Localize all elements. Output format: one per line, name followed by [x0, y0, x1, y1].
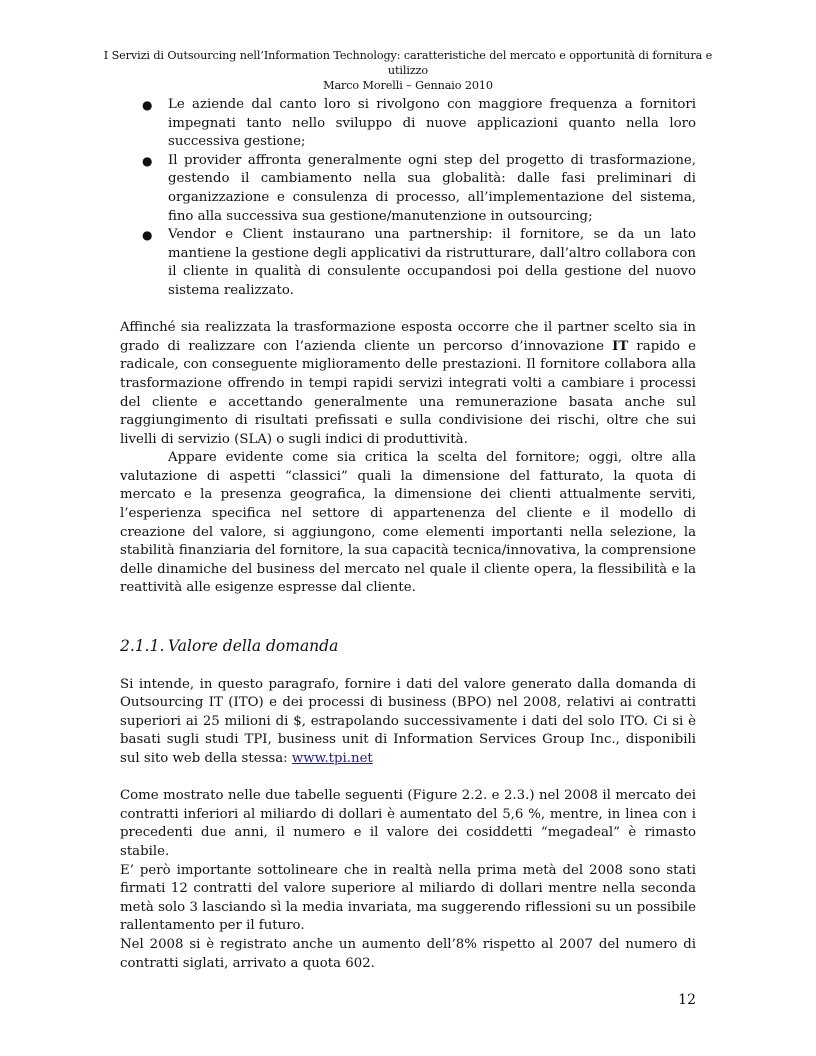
- paragraph: E’ però importante sottolineare che in realtà nella prima metà del 2008 sono stati firmati 12 contratti del valore superiore al miliardo di dollari mentre nella seconda metà solo 3 lasciando sì la media invariata, ma suggerendo riflessioni su un possibile rallentamento per il futuro.: [120, 862, 696, 934]
- list-item: [120, 96, 696, 152]
- bullet-list: [120, 96, 696, 301]
- header-title: I Servizi di Outsourcing nell’Information Technology: caratteristiche del mercato e opportunità di fornitura e utilizzo: [103, 49, 713, 77]
- bullet-icon: ●: [142, 153, 153, 168]
- paragraph: Nel 2008 si è registrato anche un aumento dell’8% rispetto al 2007 del numero di contratti siglati, arrivato a quota 602.: [120, 936, 696, 971]
- section-title: Valore della domanda: [168, 637, 339, 656]
- section-heading: [120, 635, 696, 657]
- paragraph-text: rapido e radicale, con conseguente miglioramento delle prestazioni. Il fornitore collabora alla trasformazione offrendo in tempi rapidi servizi integrati volti a cambiare i processi del cliente e accettando generalmente una remunerazione basata anche sul raggiungimento di risultati prefissati e sulla condivisione dei rischi, oltre che sui livelli di servizio (SLA) o sugli indici di produttività.: [120, 338, 696, 447]
- bullet-icon: ●: [142, 98, 153, 112]
- bold-term: IT: [612, 338, 629, 354]
- paragraph: Appare evidente come sia critica la scelta del fornitore; oggi, oltre alla valutazione di aspetti “classici” quali la dimensione del fatturato, la quota di mercato e la presenza geografica, la dimensione dei clienti attualmente serviti, l’esperienza specifica nel settore di appartenenza del cliente e il modello di creazione del valore, si aggiungono, come elementi importanti nella selezione, la stabilità finanziaria del fornitore, la sua capacità tecnica/innovativa, la comprensione delle dinamiche del business del mercato nel quale il cliente opera, la flessibilità e la reattività alle esigenze espresse dal cliente.: [120, 450, 696, 596]
- paragraph-text: Affinché sia realizzata la trasformazione esposta occorre che il partner scelto sia in grado di realizzare con l’azienda cliente un percorso d’innovazione: [120, 320, 696, 354]
- paragraph: Come mostrato nelle due tabelle seguenti (Figure 2.2. e 2.3.) nel 2008 il mercato dei contratti inferiori al miliardo di dollari è aumentato del 5,6 %, mentre, in linea con i precedenti due anni, il numero e il valore dei cosiddetti “megadeal” è rimasto stabile.: [120, 788, 696, 859]
- bullet-icon: ●: [142, 228, 153, 243]
- page-header: [96, 48, 720, 93]
- list-item-text: Vendor e Client instaurano una partnership: il fornitore, se da un lato mantiene la gestione degli applicativi da ristrutturare, dall’altro collabora con il cliente in qualità di consulente occupandosi poi della gestione del nuovo sistema realizzato.: [168, 227, 696, 298]
- paragraph-text: Si intende, in questo paragrafo, fornire i dati del valore generato dalla domanda di Outsourcing IT (ITO) e dei processi di business (BPO) nel 2008, relativi ai contratti superiori ai 25 milioni di $, estrapolando successivamente i dati del solo ITO. Ci si è basati sugli studi TPI, business unit di Information Services Group Inc., disponibili sul sito web della stessa:: [120, 676, 696, 766]
- list-item-text: Le aziende dal canto loro si rivolgono con maggiore frequenza a fornitori impegnati tanto nello sviluppo di nuove applicazioni quanto nella loro successiva gestione;: [168, 97, 696, 150]
- header-author-date: Marco Morelli – Gennaio 2010: [323, 79, 493, 92]
- section-number: 2.1.1.: [120, 637, 165, 656]
- page-number: 12: [678, 992, 696, 1008]
- list-item-text: Il provider affronta generalmente ogni step del progetto di trasformazione, gestendo il cambiamento nella sua globalità: dalle fasi preliminari di organizzazione e consulenza di processo, all’implementazione del sistema, fino alla successiva sua gestione/manutenzione in outsourcing;: [168, 152, 696, 224]
- paragraph: [120, 676, 696, 769]
- list-item: [120, 152, 696, 226]
- list-item: [120, 226, 696, 300]
- tpi-link[interactable]: www.tpi.net: [291, 751, 373, 766]
- page-body: [120, 96, 696, 973]
- paragraph: [120, 319, 696, 449]
